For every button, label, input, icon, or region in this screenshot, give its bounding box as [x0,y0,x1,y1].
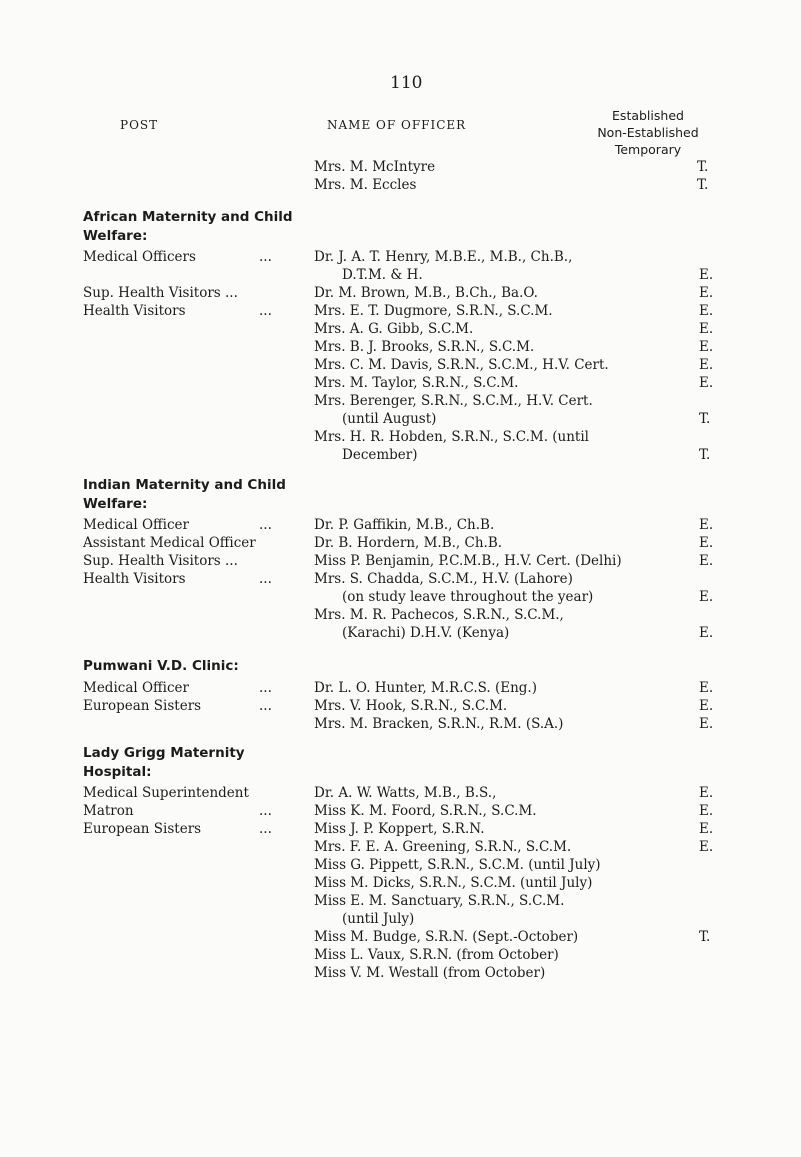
officer-status: E. [699,553,714,569]
officer-status: E. [699,285,714,301]
page-number: 110 [390,73,423,93]
officer-name: Mrs. H. R. Hobden, S.R.N., S.C.M. (until [314,429,589,445]
officer-name: Mrs. M. Eccles [314,177,417,193]
officer-name: Dr. P. Gaffikin, M.B., Ch.B. [314,517,495,533]
section-heading-line: Hospital: [83,764,152,780]
officer-status: E. [699,321,714,337]
officer-status: E. [699,517,714,533]
officer-name: Miss E. M. Sanctuary, S.R.N., S.C.M. [314,893,565,909]
post-title: Matron [83,803,134,819]
section-heading-line: Welfare: [83,496,148,512]
post-title: European Sisters [83,821,202,837]
officer-name: Mrs. E. T. Dugmore, S.R.N., S.C.M. [314,303,553,319]
officer-status: E. [699,303,714,319]
officer-name: (until August) [342,411,437,427]
column-header-name: NAME OF OFFICER [327,118,467,132]
officer-status: T. [699,929,711,945]
leader-dots: ... [259,803,272,819]
officer-name: Miss M. Dicks, S.R.N., S.C.M. (until July) [314,875,593,891]
section-heading-line: Lady Grigg Maternity [83,745,245,761]
post-title: European Sisters [83,698,202,714]
officer-name: Mrs. V. Hook, S.R.N., S.C.M. [314,698,508,714]
post-title: Medical Officer [83,680,189,696]
officer-name: Miss J. P. Koppert, S.R.N. [314,821,485,837]
officer-name: Dr. A. W. Watts, M.B., B.S., [314,785,497,801]
officer-name: (on study leave throughout the year) [342,589,594,605]
leader-dots: ... [259,517,272,533]
status-header-line: Established [612,108,684,123]
officer-name: December) [342,447,418,463]
officer-status: E. [699,375,714,391]
officer-name: Miss L. Vaux, S.R.N. (from October) [314,947,559,963]
section-heading [83,744,245,782]
officer-name: Mrs. M. Taylor, S.R.N., S.C.M. [314,375,519,391]
officer-name: Mrs. A. G. Gibb, S.C.M. [314,321,474,337]
post-title: Medical Officers [83,249,196,265]
post-title: Medical Officer [83,517,189,533]
officer-status: E. [699,698,714,714]
officer-name: Mrs. Berenger, S.R.N., S.C.M., H.V. Cert. [314,393,593,409]
section-heading [83,476,286,514]
officer-name: Miss K. M. Foord, S.R.N., S.C.M. [314,803,537,819]
column-header-status [578,107,718,158]
section-heading-line: Indian Maternity and Child [83,477,286,493]
officer-name: Miss M. Budge, S.R.N. (Sept.-October) [314,929,579,945]
officer-status: E. [699,339,714,355]
officer-status: T. [699,447,711,463]
officer-status: T. [697,177,709,193]
officer-status: E. [699,803,714,819]
officer-status: T. [697,159,709,175]
officer-status: E. [699,716,714,732]
section-heading-line: African Maternity and Child [83,209,293,225]
officer-status: E. [699,589,714,605]
officer-name: Dr. L. O. Hunter, M.R.C.S. (Eng.) [314,680,537,696]
officer-status: T. [699,411,711,427]
officer-name: Dr. M. Brown, M.B., B.Ch., Ba.O. [314,285,538,301]
leader-dots: ... [259,249,272,265]
status-header-line: Non-Established [597,125,699,140]
officer-name: Dr. J. A. T. Henry, M.B.E., M.B., Ch.B., [314,249,573,265]
officer-status: E. [699,821,714,837]
post-title: Health Visitors [83,571,186,587]
leader-dots: ... [259,680,272,696]
post-title: Sup. Health Visitors ... [83,553,238,569]
officer-status: E. [699,785,714,801]
section-heading [83,657,239,676]
officer-status: E. [699,839,714,855]
officer-name: Dr. B. Hordern, M.B., Ch.B. [314,535,503,551]
officer-status: E. [699,267,714,283]
officer-name: Mrs. F. E. A. Greening, S.R.N., S.C.M. [314,839,572,855]
officer-name: Miss V. M. Westall (from October) [314,965,546,981]
leader-dots: ... [259,821,272,837]
leader-dots: ... [259,303,272,319]
status-header-line: Temporary [614,142,682,157]
officer-name: Mrs. S. Chadda, S.C.M., H.V. (Lahore) [314,571,573,587]
officer-status: E. [699,625,714,641]
officer-status: E. [699,680,714,696]
officer-name: Mrs. M. McIntyre [314,159,436,175]
leader-dots: ... [259,571,272,587]
officer-name: Mrs. B. J. Brooks, S.R.N., S.C.M. [314,339,535,355]
officer-status: E. [699,357,714,373]
post-title: Sup. Health Visitors ... [83,285,238,301]
post-title: Health Visitors [83,303,186,319]
post-title: Medical Superintendent [83,785,249,801]
officer-name: Miss P. Benjamin, P.C.M.B., H.V. Cert. (Delhi) [314,553,622,569]
section-heading [83,208,293,246]
post-title: Assistant Medical Officer [83,535,256,551]
officer-name: Mrs. M. Bracken, S.R.N., R.M. (S.A.) [314,716,564,732]
officer-name: Mrs. M. R. Pachecos, S.R.N., S.C.M., [314,607,564,623]
column-header-post: POST [120,118,159,132]
officer-name: (until July) [342,911,415,927]
officer-name: Mrs. C. M. Davis, S.R.N., S.C.M., H.V. Cert. [314,357,609,373]
officer-name: (Karachi) D.H.V. (Kenya) [342,625,510,641]
section-heading-line: Welfare: [83,228,148,244]
leader-dots: ... [259,698,272,714]
officer-name: D.T.M. & H. [342,267,423,283]
section-heading-line: Pumwani V.D. Clinic: [83,658,239,674]
officer-status: E. [699,535,714,551]
officer-name: Miss G. Pippett, S.R.N., S.C.M. (until July) [314,857,601,873]
